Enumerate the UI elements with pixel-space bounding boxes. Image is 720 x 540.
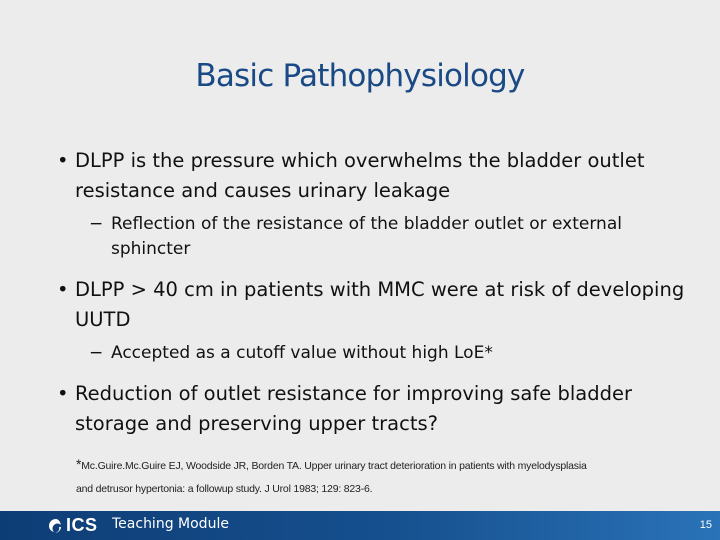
reference-citation bbox=[76, 457, 686, 496]
ics-logo bbox=[48, 515, 98, 536]
footer-bar bbox=[0, 511, 720, 540]
sub-bullet-dash: − bbox=[89, 343, 104, 363]
sub-bullet-text: Reflection of the resistance of the bladder outlet or external sphincter bbox=[111, 214, 622, 259]
sub-bullet-item bbox=[89, 212, 697, 262]
teaching-module-label: Teaching Module bbox=[112, 516, 229, 532]
bullet-text: DLPP > 40 cm in patients with MMC were at risk of developing UUTD bbox=[75, 278, 685, 331]
ics-swirl-icon bbox=[48, 518, 64, 534]
bullet-text: Reduction of outlet resistance for improving safe bladder storage and preserving upper tracts? bbox=[75, 382, 632, 435]
page-number: 15 bbox=[699, 519, 712, 531]
bullet-dot: • bbox=[57, 382, 69, 405]
bullet-item bbox=[57, 146, 697, 206]
reference-asterisk: * bbox=[76, 456, 82, 472]
slide-title: Basic Pathophysiology bbox=[195, 58, 525, 94]
bullet-item bbox=[57, 275, 697, 335]
reference-line-1-text: Mc.Guire.Mc.Guire EJ, Woodside JR, Borden TA. Upper urinary tract deterioration in patients with myelodysplasia bbox=[81, 460, 587, 472]
bullet-list bbox=[57, 146, 697, 439]
bullet-dot: • bbox=[57, 278, 69, 301]
bullet-text: DLPP is the pressure which overwhelms the bladder outlet resistance and causes urinary leakage bbox=[75, 149, 645, 202]
reference-line-2: and detrusor hypertonia: a followup study. J Urol 1983; 129: 823-6. bbox=[76, 483, 373, 495]
sub-bullet-dash: − bbox=[89, 214, 104, 234]
ics-logo-text: ICS bbox=[66, 515, 98, 535]
bullet-item bbox=[57, 379, 697, 439]
sub-bullet-item bbox=[89, 341, 697, 366]
sub-bullet-text: Accepted as a cutoff value without high LoE* bbox=[111, 343, 493, 363]
reference-line-1 bbox=[76, 457, 686, 473]
bullet-dot: • bbox=[57, 149, 69, 172]
